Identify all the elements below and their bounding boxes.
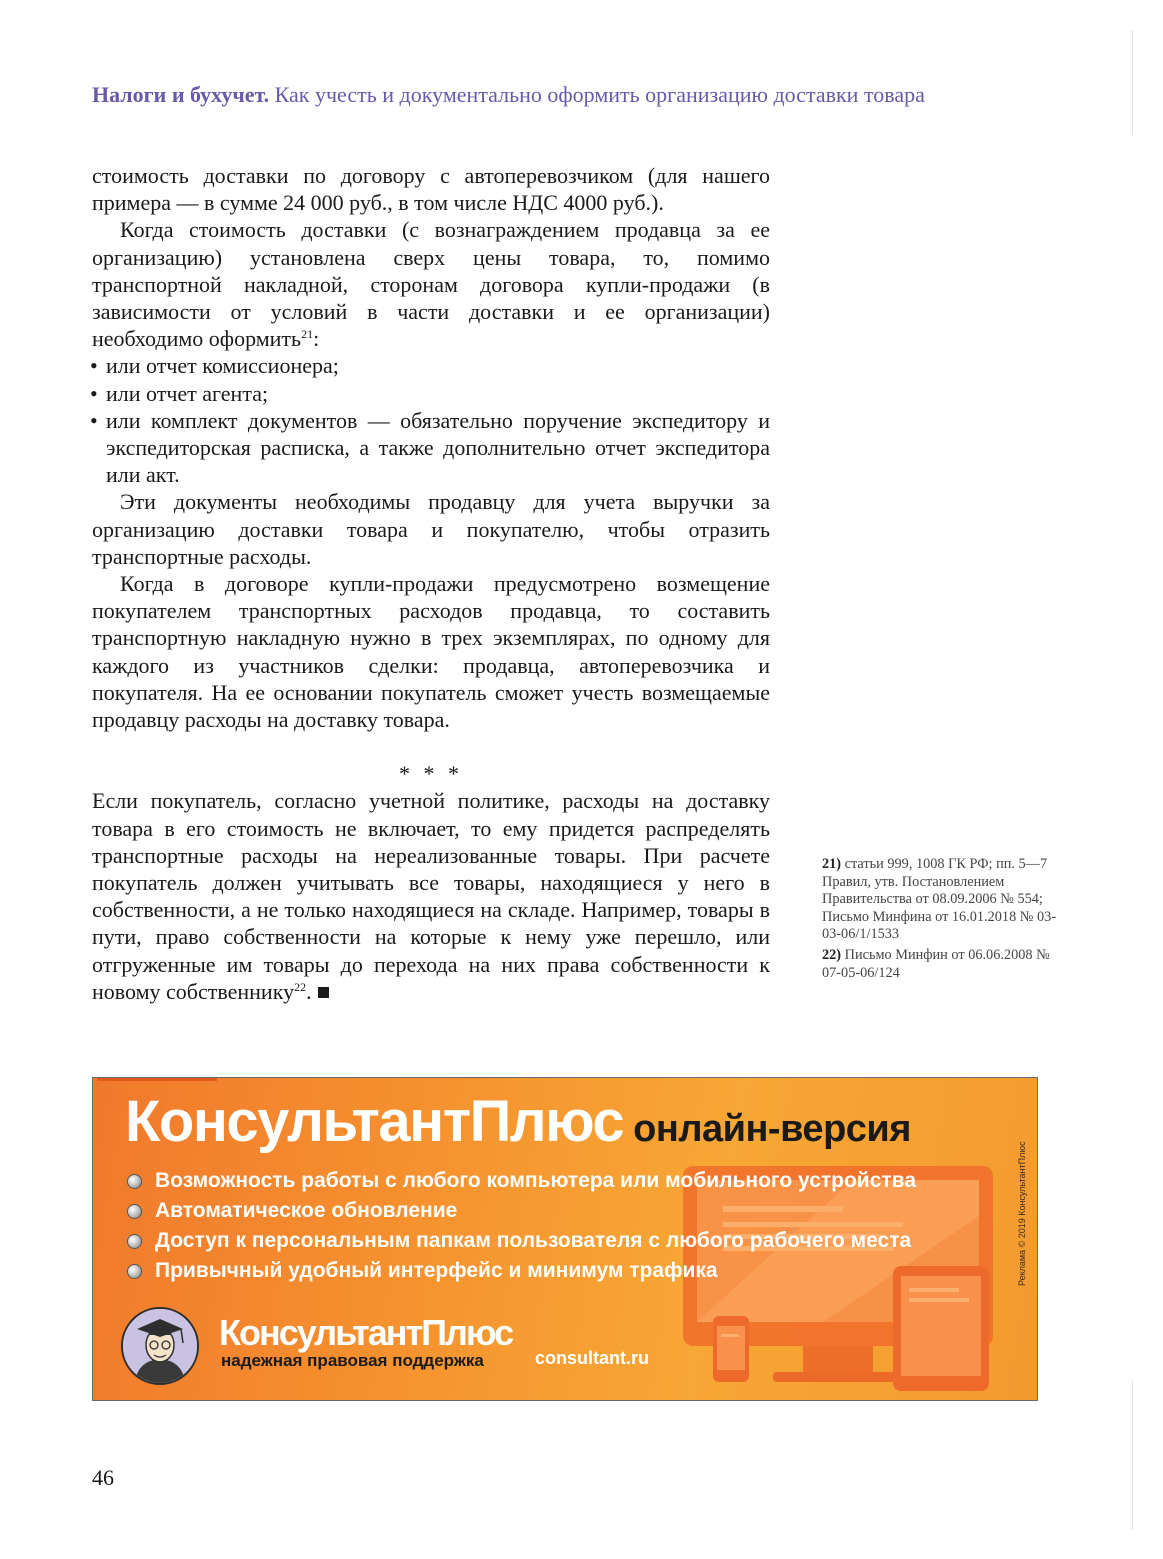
list-item xyxy=(92,407,770,489)
paragraph-2-tail: : xyxy=(313,326,320,352)
advertisement-banner[interactable] xyxy=(92,1077,1038,1401)
ad-copyright: Реклама © 2019 КонсультантПлюс xyxy=(1017,1141,1027,1286)
ad-feature-list xyxy=(127,1166,916,1286)
ad-feature-text: Доступ к персональным папкам пользователя с любого рабочего места xyxy=(155,1229,912,1252)
list-item xyxy=(92,380,770,407)
footnote-22 xyxy=(822,947,1057,982)
bullet-icon: • xyxy=(90,380,98,406)
paragraph-3: Эти документы необходимы продавцу для учета выручки за организацию доставки товара и покупателю, чтобы отразить транспортные расходы. xyxy=(92,489,770,569)
page-edge-line-lower xyxy=(1132,1380,1133,1530)
footnote-text: Письмо Минфин от 06.06.2008 № 07-05-06/124 xyxy=(822,946,1050,981)
paragraph-4: Когда в договоре купли-продажи предусмотрено возмещение покупателем транспортных расходов продавца, то составить транспортную накладную нужно в трех экземплярах, по одному для каждого из участников сделки: продавца, автоперевозчика и покупателя. На ее основании покупатель сможет учесть возмещаемые продавцу расходы на доставку товара. xyxy=(92,571,770,733)
list-item-text: или комплект документов — обязательно поручение экспедитору и экспедиторская расписка, а также дополнительно отчет экспедитора или акт. xyxy=(106,407,770,488)
paragraph-5-text: Если покупатель, согласно учетной политике, расходы на доставку товара в его стоимость не включает, то ему придется распределять транспортные расходы на нереализованные товары. При расчете покупатель должен учитывать все товары, находящиеся у него в собственности, а не только находящиеся на складе. Например, товары в пути, право собственности на которые к нему уже перешло, или отгруженные им товары до перехода на них права собственности к новому собственнику xyxy=(92,788,770,1004)
paragraph-2 xyxy=(92,216,770,352)
ad-headline xyxy=(125,1088,911,1155)
footnote-number: 21) xyxy=(822,856,842,872)
ad-feature-item xyxy=(127,1226,916,1256)
running-header xyxy=(92,82,1092,108)
header-title: Как учесть и документально оформить организацию доставки товара xyxy=(274,82,925,107)
ad-feature-item xyxy=(127,1166,916,1196)
page-edge-line xyxy=(1132,30,1133,135)
end-of-article-mark xyxy=(318,987,329,998)
list-item-text: или отчет комиссионера; xyxy=(106,353,339,379)
footnote-number: 22) xyxy=(822,946,842,963)
ad-website-link[interactable]: consultant.ru xyxy=(535,1348,650,1368)
ad-top-accent xyxy=(97,1078,217,1081)
professor-mascot-icon xyxy=(121,1307,199,1385)
paragraph-5-tail: . xyxy=(306,978,312,1004)
smartphone-icon xyxy=(713,1316,749,1382)
bullet-icon: • xyxy=(90,353,98,379)
bullet-dot-icon xyxy=(127,1264,142,1279)
ad-feature-item xyxy=(127,1196,916,1226)
page-number: 46 xyxy=(92,1465,114,1490)
ad-logo-tagline: надежная правовая поддержка xyxy=(221,1351,484,1370)
ad-logo-brand: КонсультантПлюс xyxy=(219,1312,513,1353)
document-list xyxy=(92,352,770,488)
bullet-icon: • xyxy=(90,407,98,433)
footnote-ref-22[interactable]: 22 xyxy=(294,979,307,994)
paragraph-1: стоимость доставки по договору с автоперевозчиком (для нашего примера — в сумме 24 000 руб., в том числе НДС 4000 руб.). xyxy=(92,163,770,216)
bullet-dot-icon xyxy=(127,1234,142,1249)
ad-logo xyxy=(219,1314,512,1370)
footnote-text: статьи 999, 1008 ГК РФ; пп. 5—7 Правил, утв. Постановлением Правительства от 08.09.2006 № 554; Письмо Минфина от 16.01.2018 № 03-03-06/1/1533 xyxy=(822,856,1057,943)
footnote-ref-21[interactable]: 21 xyxy=(301,327,314,342)
bullet-dot-icon xyxy=(127,1174,142,1189)
ad-brand-name: КонсультантПлюс xyxy=(125,1089,624,1154)
bullet-dot-icon xyxy=(127,1204,142,1219)
footnote-21 xyxy=(822,856,1057,944)
list-item-text: или отчет агента; xyxy=(106,380,269,406)
header-section: Налоги и бухучет. xyxy=(92,82,270,107)
ad-feature-item xyxy=(127,1256,916,1286)
paragraph-5 xyxy=(92,787,770,1005)
ad-feature-text: Автоматическое обновление xyxy=(155,1199,458,1222)
footnotes xyxy=(822,856,1057,985)
article-body xyxy=(92,162,770,1005)
section-separator: * * * xyxy=(399,761,463,787)
ad-subtitle: онлайн-версия xyxy=(633,1108,911,1150)
list-item xyxy=(92,352,770,379)
ad-feature-text: Возможность работы с любого компьютера или мобильного устройства xyxy=(155,1169,916,1192)
paragraph-2-text: Когда стоимость доставки (с вознаграждением продавца за ее организацию) установлена сверх цены товара, то, помимо транспортной накладной, сторонам договора купли-продажи (в зависимости от условий в части доставки и ее организации) необходимо оформить xyxy=(92,217,770,352)
ad-feature-text: Привычный удобный интерфейс и минимум трафика xyxy=(155,1259,718,1282)
